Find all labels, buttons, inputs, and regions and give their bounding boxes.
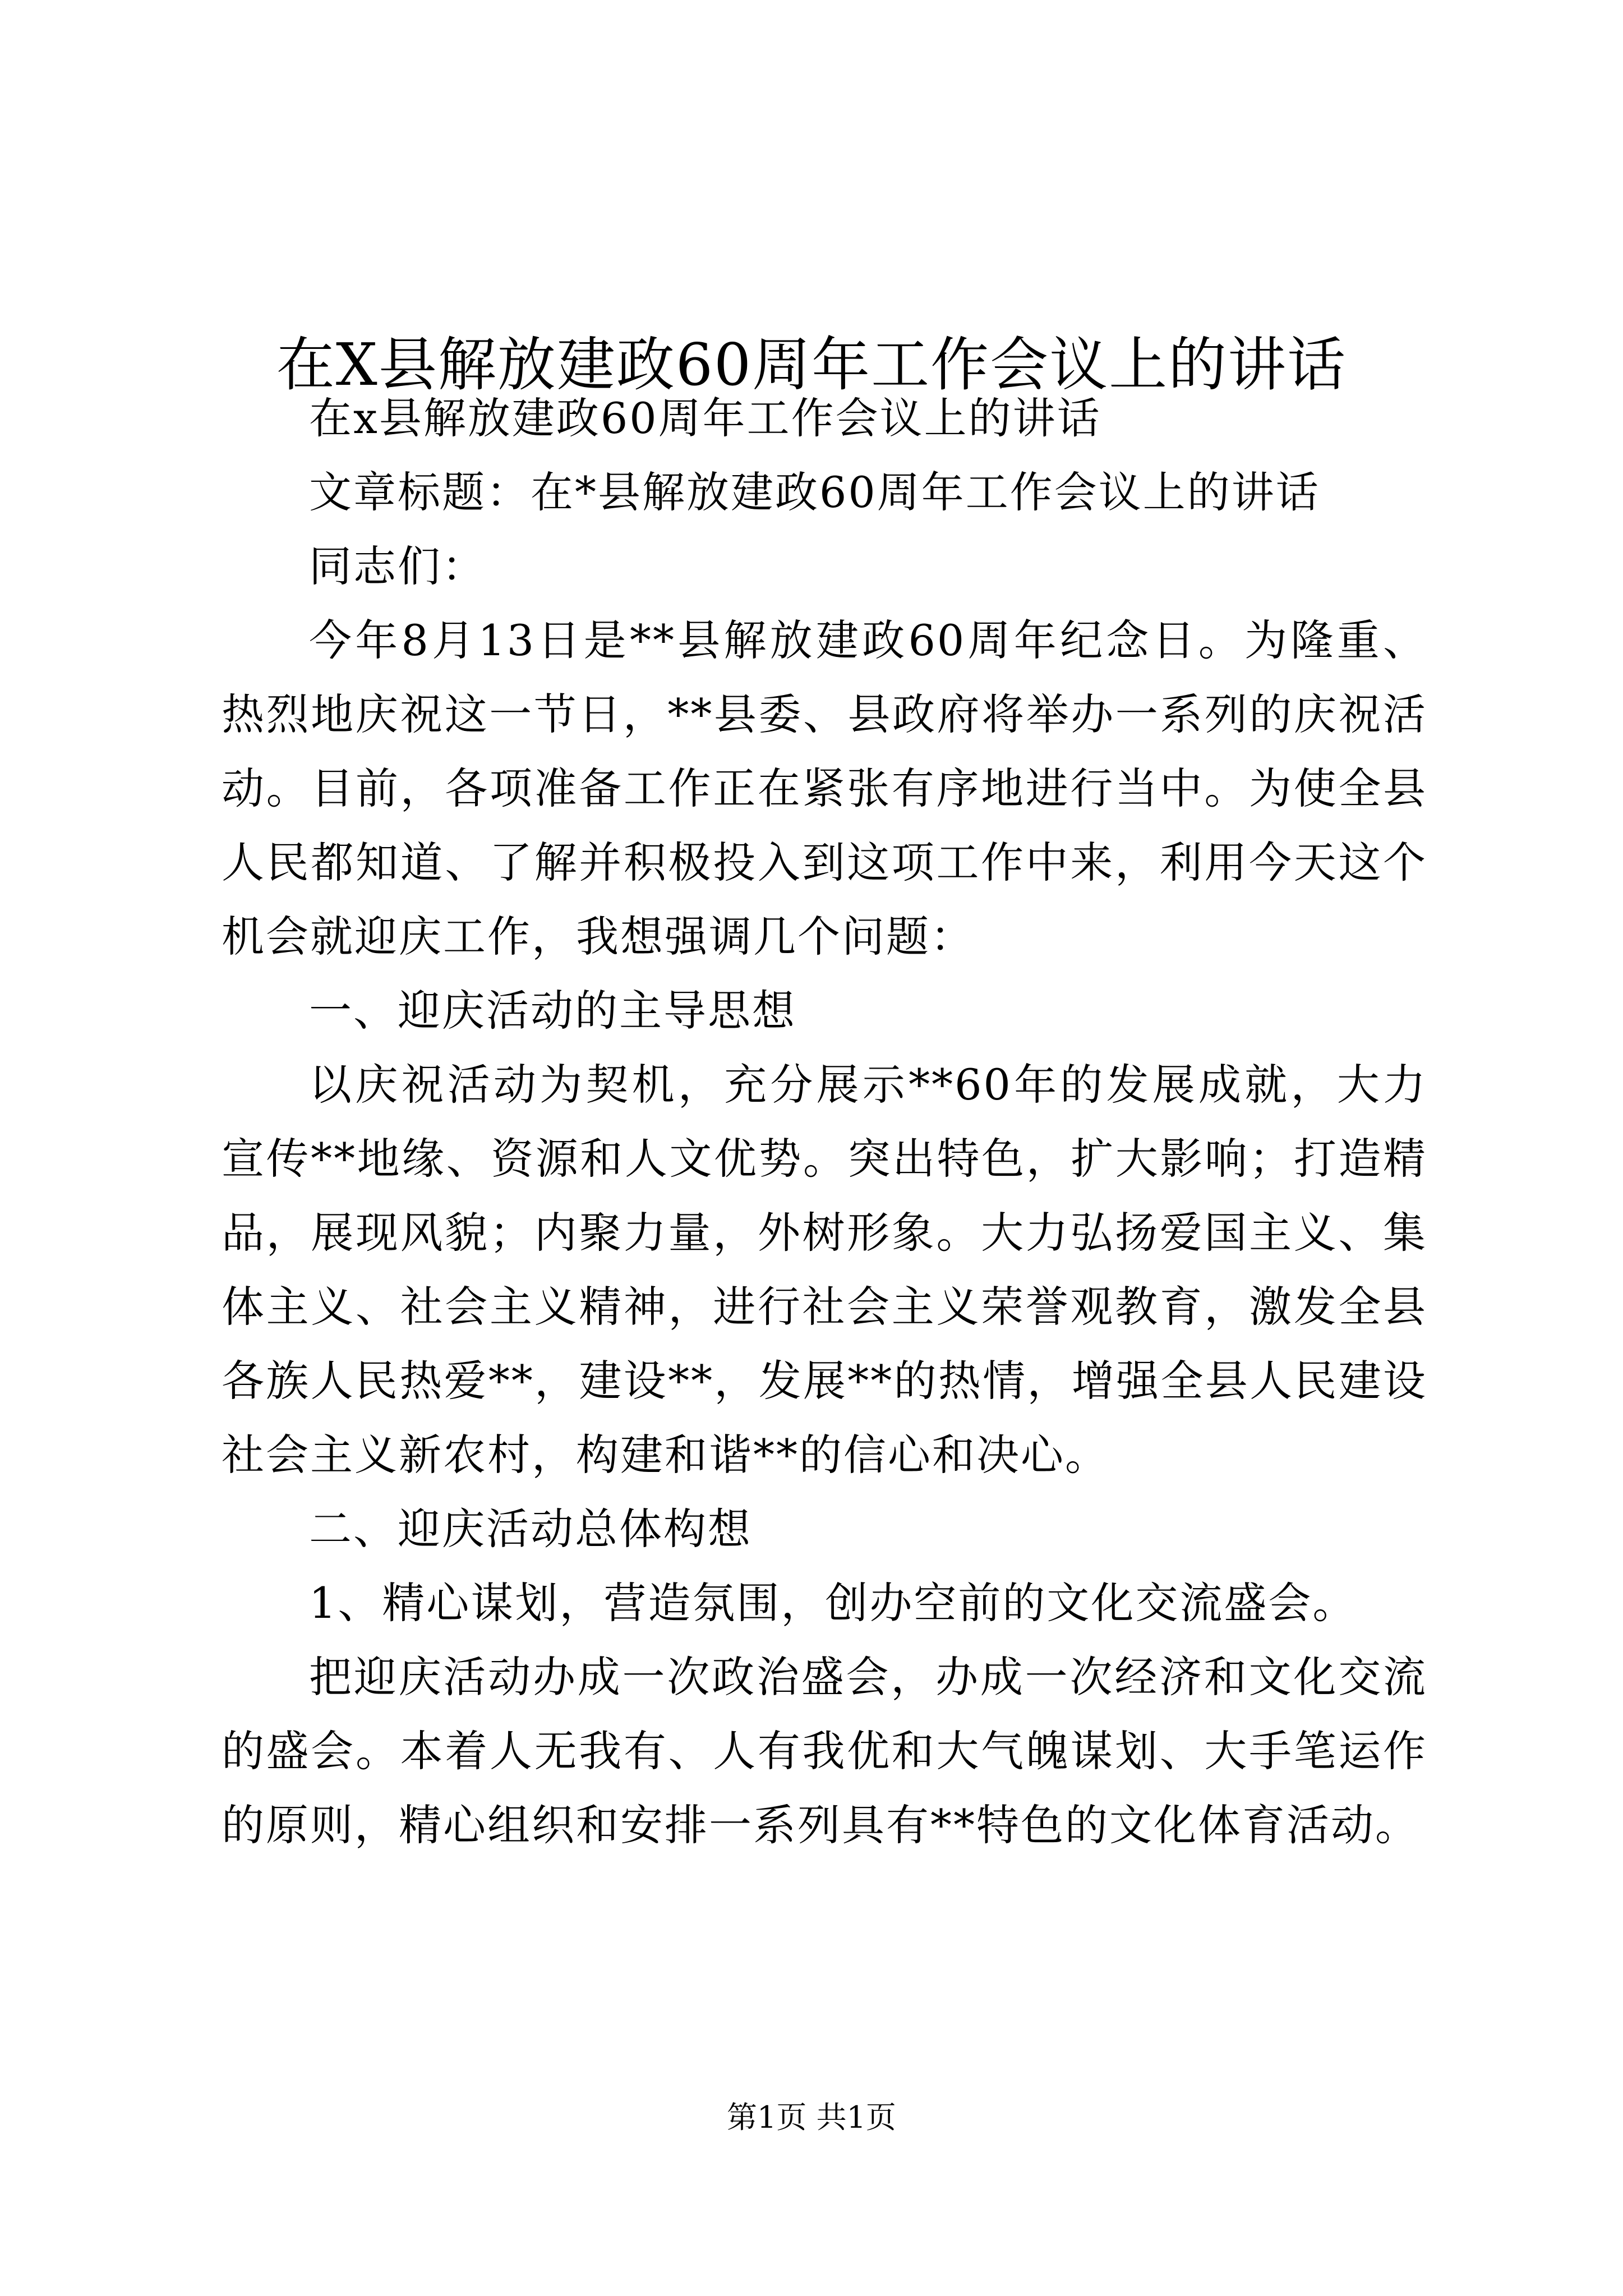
subheading-2-1: 1、精心谋划，营造氛围，创办空前的文化交流盛会。 xyxy=(309,1578,1357,1628)
section-heading-2: 二、迎庆活动总体构想 xyxy=(309,1504,752,1554)
document-body xyxy=(222,381,1427,1862)
section-heading-1: 一、迎庆活动的主导思想 xyxy=(309,986,796,1036)
paragraph-salutation: 同志们： xyxy=(309,541,486,591)
paragraph-subtitle: 在x县解放建政60周年工作会议上的讲话 xyxy=(309,393,1101,443)
paragraph-article-title: 文章标题：在*县解放建政60周年工作会议上的讲话 xyxy=(309,467,1320,517)
paragraph-section-2-1: 把迎庆活动办成一次政治盛会，办成一次经济和文化交流的盛会。本着人无我有、人有我优和大气魄谋划、大手笔运作的原则，精心组织和安排一系列具有**特色的文化体育活动。 xyxy=(222,1652,1427,1850)
paragraph-intro: 今年8月13日是**县解放建政60周年纪念日。为隆重、热烈地庆祝这一节日，**县委、县政府将举办一系列的庆祝活动。目前，各项准备工作正在紧张有序地进行当中。为使全县人民都知道、了解并积极投入到这项工作中来，利用今天这个机会就迎庆工作，我想强调几个问题： xyxy=(222,615,1427,961)
paragraph-section-1: 以庆祝活动为契机，充分展示**60年的发展成就，大力宣传**地缘、资源和人文优势。突出特色，扩大影响；打造精品，展现风貌；内聚力量，外树形象。大力弘扬爱国主义、集体主义、社会主义精神，进行社会主义荣誉观教育，激发全县各族人民热爱**，建设**，发展**的热情，增强全县人民建设社会主义新农村，构建和谐**的信心和决心。 xyxy=(222,1060,1427,1480)
document-title: 在X县解放建政60周年工作会议上的讲话 xyxy=(276,330,1347,399)
page-footer: 第1页 共1页 xyxy=(727,2100,896,2135)
